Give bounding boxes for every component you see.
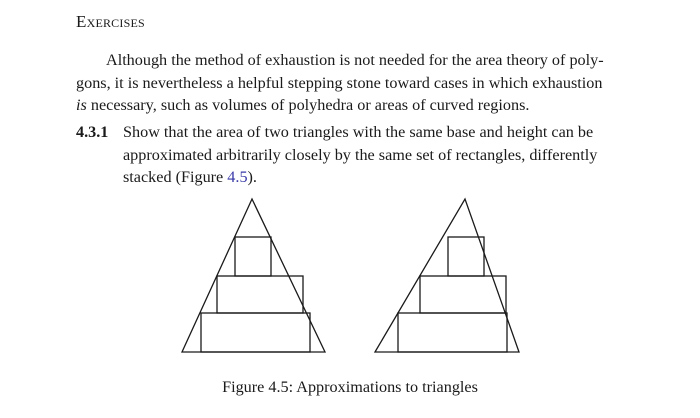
exercise-line-3 (123, 166, 633, 189)
figure-reference-link[interactable]: 4.5 (227, 168, 248, 186)
right-rect-top (448, 237, 484, 276)
intro-line-1: Although the method of exhaustion is not needed for the area theory of poly- (106, 51, 604, 69)
section-heading: Exercises (76, 12, 145, 31)
intro-line-3-text: necessary, such as volumes of polyhedra or areas of curved regions. (86, 96, 530, 114)
figure-caption: Figure 4.5: Approximations to triangles (222, 378, 478, 396)
exercise-number: 4.3.1 (76, 123, 109, 141)
intro-line-2: gons, it is nevertheless a helpful stepping stone toward cases in which exhaustion (76, 73, 603, 92)
intro-paragraph (76, 49, 636, 117)
left-rect-top (235, 237, 271, 276)
exercise-text (123, 121, 633, 189)
right-rect-middle (420, 276, 506, 313)
right-rect-bottom (398, 313, 507, 352)
exercise-line-3-end: ). (247, 168, 257, 186)
exercise-line-3-start: stacked (Figure (123, 168, 228, 186)
left-rect-bottom (201, 313, 310, 352)
figure-4-5-diagram (170, 195, 530, 360)
exercise-line-1: Show that the area of two triangles with the same base and height can be (123, 123, 594, 141)
intro-emphasis: is (76, 96, 87, 114)
exercise-line-2: approximated arbitrarily closely by the same set of rectangles, differently (123, 145, 598, 164)
triangle-right-group (375, 199, 519, 352)
intro-line-3 (76, 94, 636, 117)
left-rect-middle (217, 276, 303, 313)
triangle-left-group (182, 199, 325, 352)
